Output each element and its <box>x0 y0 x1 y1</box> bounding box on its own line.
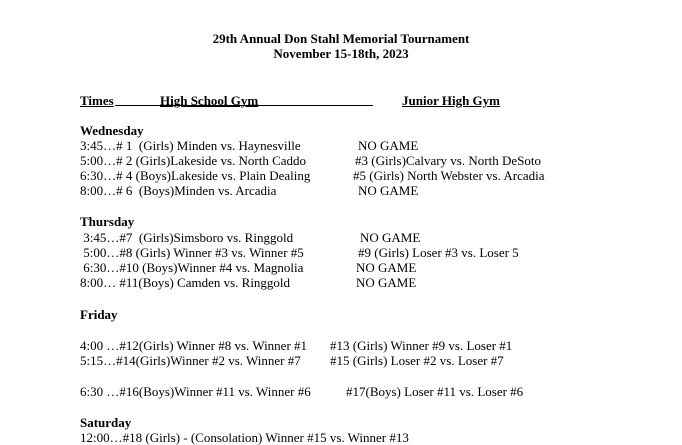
game-jh-thu-3: NO GAME <box>356 260 417 275</box>
game-hs-wed-3: 6:30…# 4 (Boys)Lakeside vs. Plain Dealing <box>80 168 311 183</box>
game-hs-thu-4: 8:00… #11(Boys) Camden vs. Ringgold <box>80 275 291 290</box>
game-hs-wed-4: 8:00…# 6 (Boys)Minden vs. Arcadia <box>80 183 277 198</box>
game-hs-fri-3: 6:30 …#16(Boys)Winner #11 vs. Winner #6 <box>80 384 311 399</box>
column-header-high-school-gym: High School Gym <box>160 93 259 108</box>
game-jh-wed-4: NO GAME <box>358 183 419 198</box>
game-jh-thu-2: #9 (Girls) Loser #3 vs. Loser 5 <box>358 245 519 260</box>
game-hs-thu-1: 3:45…#7 (Girls)Simsboro vs. Ringgold <box>80 230 294 245</box>
game-jh-wed-2: #3 (Girls)Calvary vs. North DeSoto <box>355 153 541 168</box>
game-jh-fri-2: #15 (Girls) Loser #2 vs. Loser #7 <box>330 353 504 368</box>
column-header-times: Times <box>80 93 114 108</box>
game-hs-wed-2: 5:00…# 2 (Girls)Lakeside vs. North Caddo <box>80 153 307 168</box>
day-heading-saturday: Saturday <box>80 415 132 430</box>
game-hs-fri-2: 5:15…#14(Girls)Winner #2 vs. Winner #7 <box>80 353 301 368</box>
game-hs-wed-1: 3:45…# 1 (Girls) Minden vs. Haynesville <box>80 138 301 153</box>
game-jh-thu-1: NO GAME <box>360 230 421 245</box>
game-jh-thu-4: NO GAME <box>356 275 417 290</box>
game-hs-sat-1: 12:00…#18 (Girls) - (Consolation) Winner #15 vs. Winner #13 <box>80 430 409 445</box>
day-heading-thursday: Thursday <box>80 214 135 229</box>
day-heading-wednesday: Wednesday <box>80 123 144 138</box>
game-jh-wed-3: #5 (Girls) North Webster vs. Arcadia <box>353 168 545 183</box>
game-hs-thu-3: 6:30…#10 (Boys)Winner #4 vs. Magnolia <box>80 260 304 275</box>
game-jh-fri-1: #13 (Girls) Winner #9 vs. Loser #1 <box>330 338 513 353</box>
column-header-junior-high-gym: Junior High Gym <box>402 93 501 108</box>
document-dates: November 15-18th, 2023 <box>273 46 409 61</box>
document-title: 29th Annual Don Stahl Memorial Tournament <box>212 31 470 46</box>
game-hs-thu-2: 5:00…#8 (Girls) Winner #3 vs. Winner #5 <box>80 245 304 260</box>
day-heading-friday: Friday <box>80 307 118 322</box>
game-jh-fri-3: #17(Boys) Loser #11 vs. Loser #6 <box>346 384 524 399</box>
game-jh-wed-1: NO GAME <box>358 138 419 153</box>
game-hs-fri-1: 4:00 …#12(Girls) Winner #8 vs. Winner #1 <box>80 338 308 353</box>
